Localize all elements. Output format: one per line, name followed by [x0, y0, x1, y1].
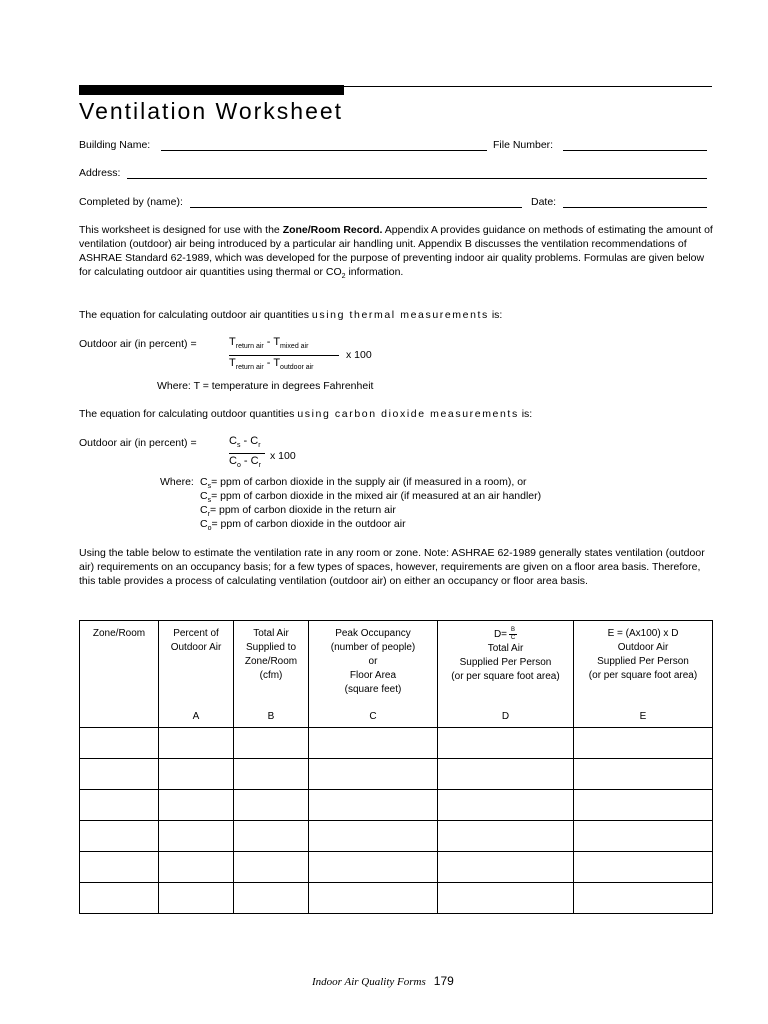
- completed-by-label: Completed by (name):: [79, 196, 183, 208]
- table-cell[interactable]: [159, 821, 234, 852]
- header-c-line-1: Peak Occupancy: [335, 628, 411, 639]
- header-c-letter: C: [369, 711, 377, 722]
- table-cell[interactable]: [309, 728, 438, 759]
- table-cell[interactable]: [159, 790, 234, 821]
- table-cell[interactable]: [234, 790, 309, 821]
- header-b-line-2: Supplied to: [245, 642, 297, 653]
- table-cell[interactable]: [159, 883, 234, 914]
- intro-text-1: This worksheet is designed for use with the: [79, 224, 283, 236]
- co2-def-4-text: = ppm of carbon dioxide in the outdoor air: [211, 518, 406, 530]
- table-cell[interactable]: [80, 759, 159, 790]
- table-cell[interactable]: [159, 728, 234, 759]
- header-c-line-2: (number of people): [330, 642, 416, 653]
- header-percent-outdoor: [159, 621, 234, 728]
- thermal-fraction-line: [229, 355, 339, 356]
- thermal-return-air-1: return air: [235, 343, 264, 351]
- table-cell[interactable]: [80, 728, 159, 759]
- table-cell[interactable]: [574, 883, 713, 914]
- header-a-line-2: Outdoor Air: [170, 642, 222, 653]
- header-bar: [79, 85, 344, 95]
- building-name-label: Building Name:: [79, 139, 151, 151]
- table-cell[interactable]: [574, 852, 713, 883]
- table-cell[interactable]: [309, 821, 438, 852]
- table-row: [80, 790, 713, 821]
- header-e-line-4: (or per square foot area): [588, 670, 698, 681]
- header-d-formula: [438, 627, 573, 642]
- co2-def-4-sub: o: [207, 525, 212, 533]
- header-c-line-3: or: [368, 656, 378, 667]
- thermal-lhs: Outdoor air (in percent) =: [79, 338, 197, 350]
- co2-sub-s: s: [236, 442, 241, 450]
- date-label: Date:: [531, 196, 557, 208]
- footer-text: Indoor Air Quality Forms: [312, 976, 426, 988]
- co2-lhs: Outdoor air (in percent) =: [79, 437, 197, 449]
- co2-def-3-sub: r: [207, 511, 210, 519]
- header-d-letter: D: [501, 711, 510, 722]
- header-d-formula-pre: D=: [493, 629, 508, 641]
- header-a-line-1: Percent of: [173, 628, 219, 639]
- thermal-intro-pre: The equation for calculating outdoor air quantities: [79, 309, 312, 321]
- intro-co2-sub: 2: [341, 273, 346, 281]
- co2-sub-o: o: [236, 462, 241, 470]
- ventilation-table: [79, 620, 713, 914]
- intro-paragraph: [79, 223, 714, 284]
- file-number-field[interactable]: [563, 140, 707, 151]
- header-c-line-4: Floor Area: [349, 670, 397, 681]
- header-b-line-1: Total Air: [253, 628, 289, 639]
- header-e-line-2: Outdoor Air: [617, 642, 669, 653]
- table-row: [80, 728, 713, 759]
- thermal-outdoor-air: outdoor air: [280, 364, 314, 372]
- co2-c1: C: [229, 435, 237, 447]
- table-cell[interactable]: [438, 790, 574, 821]
- thermal-t2: T: [229, 357, 236, 369]
- co2-def-1: $C_s=$ ppm of carbon dioxide in the supply air (if measured in a room), or: [200, 476, 527, 491]
- table-cell[interactable]: [438, 759, 574, 790]
- table-cell[interactable]: [234, 821, 309, 852]
- header-zone-room: [80, 621, 159, 728]
- header-b-line-3: Zone/Room: [244, 656, 298, 667]
- table-cell[interactable]: [574, 790, 713, 821]
- co2-times: x 100: [270, 450, 296, 462]
- file-number-label: File Number:: [493, 139, 554, 151]
- table-cell[interactable]: [438, 852, 574, 883]
- header-d-fraction: [509, 627, 517, 642]
- table-cell[interactable]: [80, 852, 159, 883]
- co2-def-2-sub: s: [207, 497, 212, 505]
- co2-denominator: [229, 455, 261, 469]
- header-e-line-1: E = (Ax100) x D: [607, 628, 679, 639]
- table-cell[interactable]: [309, 883, 438, 914]
- co2-where-label: Where:: [160, 476, 194, 488]
- header-e-letter: E: [639, 711, 647, 722]
- thermal-times: x 100: [346, 349, 372, 361]
- table-cell[interactable]: [234, 759, 309, 790]
- header-d-num: B: [511, 627, 516, 633]
- co2-intro-post: is:: [518, 408, 533, 420]
- co2-def-2-text: = ppm of carbon dioxide in the mixed air (if measured at an air handler): [211, 490, 542, 502]
- address-field[interactable]: [127, 168, 707, 179]
- table-cell[interactable]: [574, 759, 713, 790]
- header-d-line-1: Total Air: [487, 643, 524, 655]
- co2-def-2: $C_s=$ ppm of carbon dioxide in the mixed air (if measured at an air handler): [200, 490, 542, 505]
- header-a-letter: A: [192, 711, 200, 722]
- table-header-row: [80, 621, 713, 728]
- table-cell[interactable]: [80, 883, 159, 914]
- header-e-line-3: Supplied Per Person: [597, 656, 689, 667]
- header-total-air-per-person: [438, 621, 574, 728]
- table-cell[interactable]: [309, 759, 438, 790]
- thermal-t1: T: [229, 336, 236, 348]
- table-row: [80, 821, 713, 852]
- co2-fraction-line: [229, 453, 265, 454]
- co2-def-1-sub: s: [207, 483, 212, 491]
- table-cell[interactable]: [80, 790, 159, 821]
- thermal-mixed-air: mixed air: [280, 343, 309, 351]
- table-cell[interactable]: [159, 759, 234, 790]
- header-b-line-4: (cfm): [259, 670, 283, 681]
- co2-sub-r2: r: [258, 462, 261, 470]
- co2-def-3-text: = ppm of carbon dioxide in the return air: [209, 504, 396, 516]
- page-title: Ventilation Worksheet: [79, 98, 344, 124]
- header-c-line-5: (square feet): [344, 684, 402, 695]
- co2-def-4: $C_o=$ ppm of carbon dioxide in the outdoor air: [200, 518, 406, 533]
- table-row: [80, 883, 713, 914]
- address-label: Address:: [79, 167, 121, 179]
- thermal-where: Where: T = temperature in degrees Fahrenheit: [157, 380, 374, 392]
- table-cell[interactable]: [234, 728, 309, 759]
- table-cell[interactable]: [159, 852, 234, 883]
- date-field[interactable]: [563, 197, 707, 208]
- table-cell[interactable]: [438, 728, 574, 759]
- thermal-return-air-2: return air: [235, 364, 264, 372]
- header-zone-room-line: Zone/Room: [92, 628, 146, 639]
- co2-def-3: $C_r=$ ppm of carbon dioxide in the return air: [200, 504, 396, 519]
- table-cell[interactable]: [438, 883, 574, 914]
- table-cell[interactable]: [574, 821, 713, 852]
- thermal-intro-post: is:: [488, 309, 503, 321]
- header-outdoor-air-per-person: [574, 621, 713, 728]
- thermal-intro-spaced: using thermal measurements: [311, 309, 489, 321]
- table-cell[interactable]: [234, 883, 309, 914]
- thermal-denominator: [229, 357, 314, 371]
- completed-by-field[interactable]: [190, 197, 522, 208]
- thermal-minus-1: - T: [263, 336, 281, 348]
- table-cell[interactable]: [234, 852, 309, 883]
- table-intro: Using the table below to estimate the ventilation rate in any room or zone. Note: ASHRAE 62-1989 generally states ventilation (outdoor air) requirements on an occupancy basis; for a few types of spaces, however, requirements are given on a floor area basis. Therefore, this table provides a process of calculating ventilation (outdoor air) on either an occupancy or floor area basis.: [79, 547, 705, 587]
- thermal-minus-2: - T: [263, 357, 281, 369]
- thermal-numerator: [229, 336, 308, 350]
- table-row: [80, 759, 713, 790]
- thermal-intro: [79, 309, 502, 322]
- building-name-field[interactable]: [161, 140, 487, 151]
- header-d-line-2: Supplied Per Person: [459, 657, 552, 669]
- header-peak-occupancy: [309, 621, 438, 728]
- page-footer: [312, 974, 454, 988]
- header-d-den: C: [510, 635, 516, 641]
- co2-intro-spaced: using carbon dioxide measurements: [297, 408, 519, 420]
- co2-minus-1: - C: [240, 435, 259, 447]
- table-cell[interactable]: [309, 852, 438, 883]
- intro-text-3: information.: [345, 266, 404, 278]
- co2-sub-r1: r: [258, 442, 261, 450]
- page-number: 179: [433, 974, 454, 988]
- co2-minus-2: - C: [240, 455, 259, 467]
- table-cell[interactable]: [438, 821, 574, 852]
- co2-intro: [79, 408, 532, 421]
- co2-c2: C: [229, 455, 237, 467]
- intro-bold: Zone/Room Record.: [282, 224, 383, 236]
- co2-intro-pre: The equation for calculating outdoor quantities: [79, 408, 298, 420]
- header-d-line-3: (or per square foot area): [451, 671, 560, 683]
- table-cell[interactable]: [80, 821, 159, 852]
- header-b-letter: B: [267, 711, 275, 722]
- intro-text-2: Appendix A provides guidance on methods of estimating the amount of ventilation (outdoor) air being introduced by a particular air handling unit. Appendix B discusses the ventilation recommendations of ASHRAE Standard 62-1989, which was developed for the purpose of preventing indoor air quality problems. Formulas are given below for calculating outdoor air quantities using thermal or CO: [79, 224, 713, 278]
- co2-def-1-text: = ppm of carbon dioxide in the supply air (if measured in a room), or: [211, 476, 527, 488]
- table-cell[interactable]: [309, 790, 438, 821]
- co2-numerator: [229, 435, 261, 449]
- header-total-air: [234, 621, 309, 728]
- table-cell[interactable]: [574, 728, 713, 759]
- table-row: [80, 852, 713, 883]
